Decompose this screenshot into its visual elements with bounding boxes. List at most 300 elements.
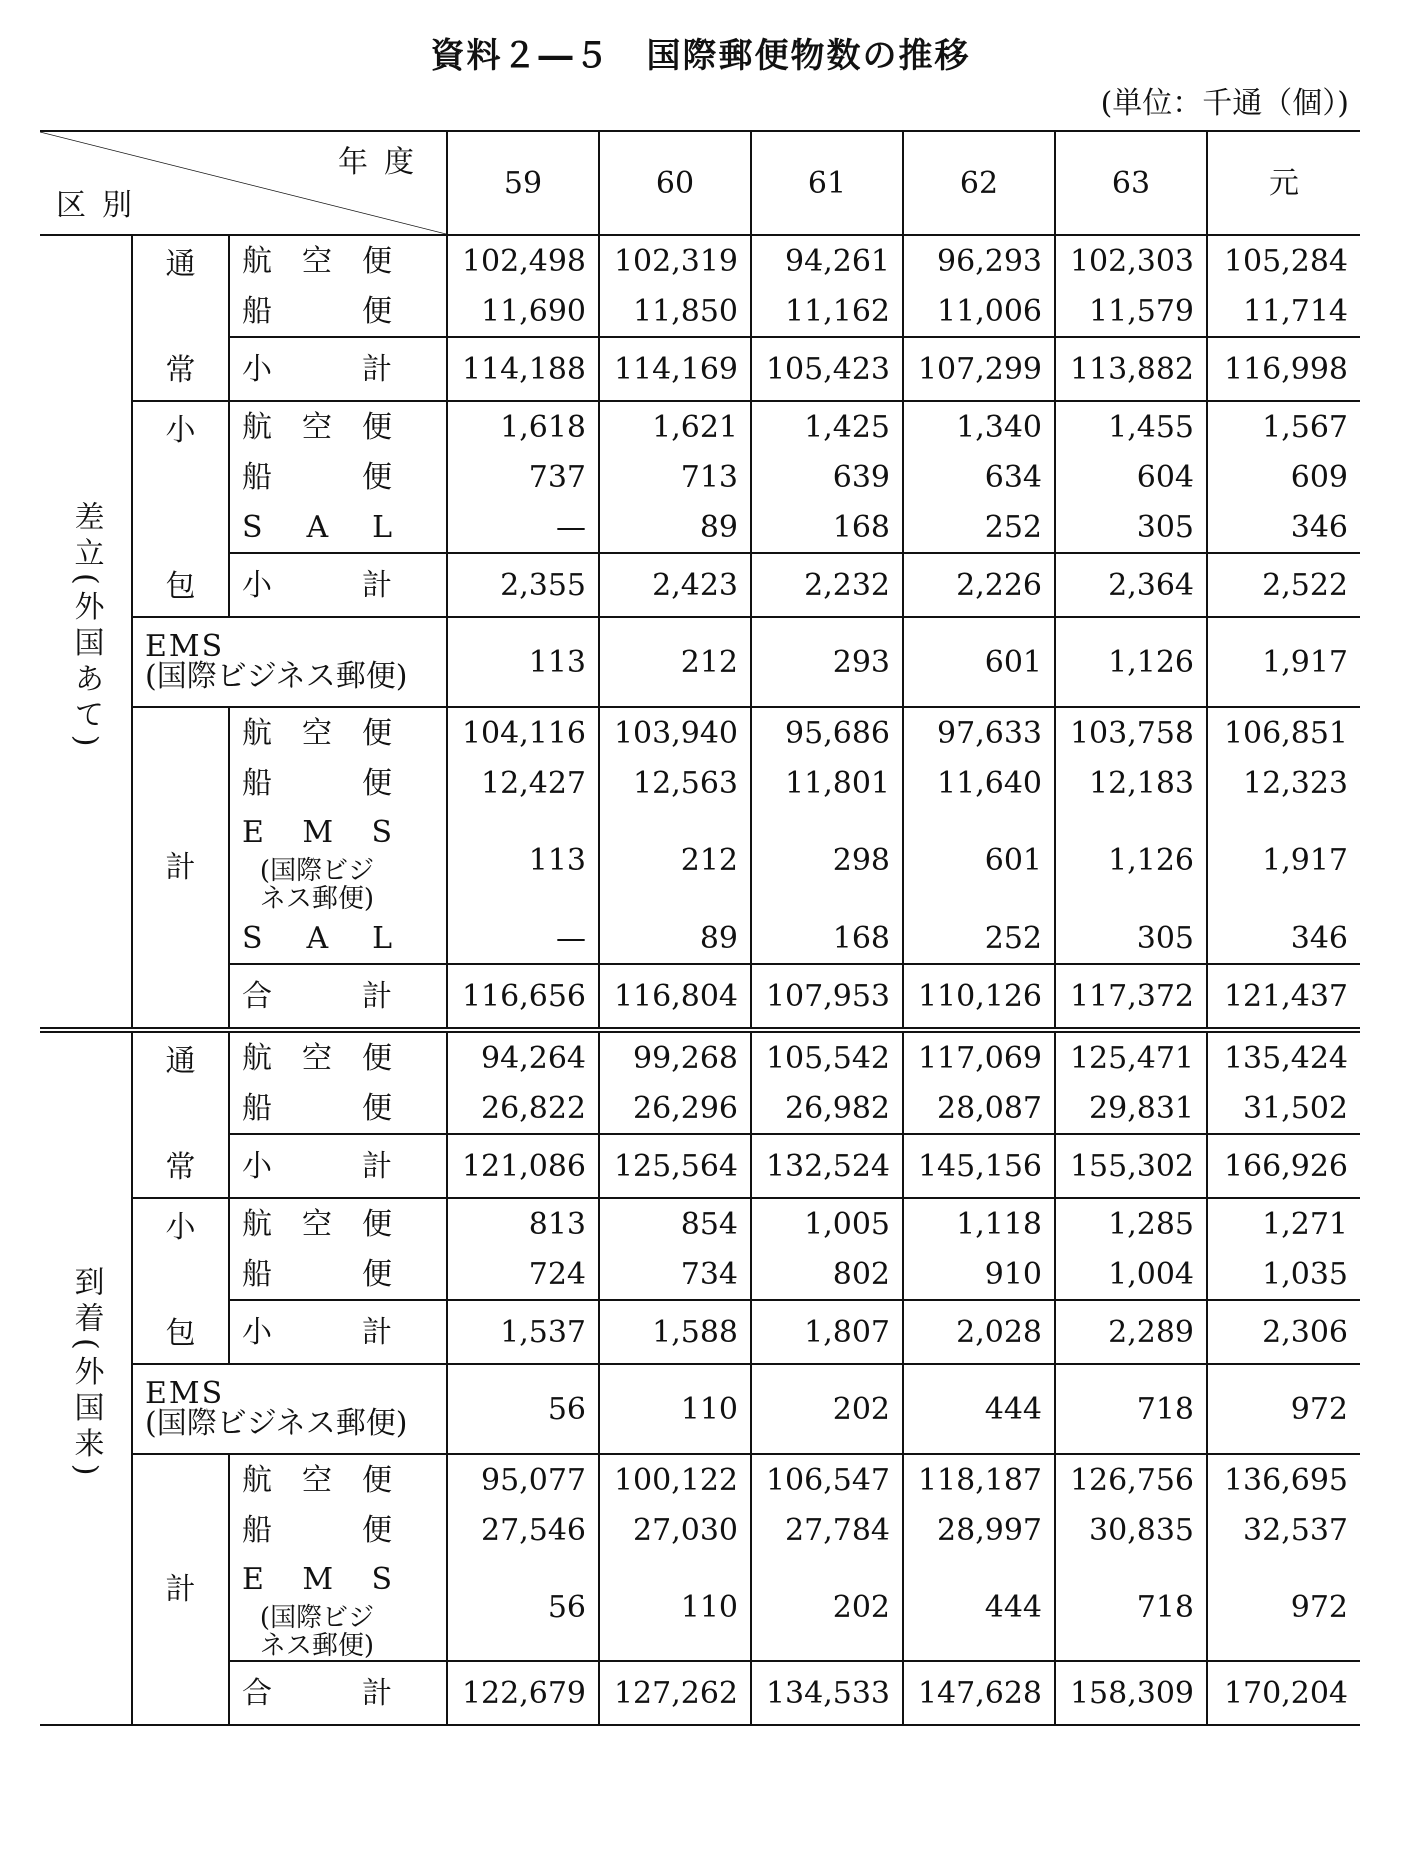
- unit-label: (単位：千通（個）): [1100, 86, 1349, 121]
- label-char: L: [372, 920, 392, 956]
- row-label-subtotal: [242, 1142, 392, 1191]
- cell-value: 252: [903, 913, 1055, 964]
- cell-value: 127,262: [599, 1661, 751, 1725]
- cell-value: 96,293: [903, 235, 1055, 286]
- table-row: [40, 758, 1360, 808]
- cell-value: 26,822: [447, 1083, 599, 1134]
- page-title: 資料２―５ 国際郵便物数の推移: [430, 36, 971, 76]
- row-label-sea: [242, 759, 392, 808]
- cell-value: 1,618: [447, 401, 599, 452]
- ems-row-label: [132, 617, 447, 707]
- ems-row-label: [132, 1364, 447, 1454]
- cell-value: 95,686: [751, 707, 903, 758]
- label-char: 空: [302, 715, 332, 751]
- cell-value: 125,471: [1055, 1030, 1207, 1083]
- cell-value: 30,835: [1055, 1505, 1207, 1555]
- year-header: 61: [751, 131, 903, 235]
- cell-value: 910: [903, 1249, 1055, 1300]
- label-char: 航: [242, 1040, 272, 1076]
- label-char: S: [242, 509, 263, 545]
- cell-value: 97,633: [903, 707, 1055, 758]
- row-label-total: [242, 972, 392, 1021]
- cell-value: 102,319: [599, 235, 751, 286]
- label-char: M: [302, 1562, 334, 1597]
- group-inbound: [40, 1030, 132, 1725]
- cell-value: 2,028: [903, 1300, 1055, 1364]
- mail-volume-table: [40, 130, 1360, 1726]
- row-label-cell: [229, 1249, 447, 1300]
- label-char: 便: [362, 1256, 392, 1292]
- year-header: 59: [447, 131, 599, 235]
- table-row: [40, 1030, 1360, 1083]
- table-row: [40, 913, 1360, 964]
- subgroup-kozutsumi: [132, 401, 229, 617]
- cell-value: 2,364: [1055, 553, 1207, 617]
- cell-value: 114,169: [599, 337, 751, 401]
- cell-value: 145,156: [903, 1134, 1055, 1198]
- year-header: 60: [599, 131, 751, 235]
- row-label-subtotal: [242, 561, 392, 610]
- table-row: [40, 401, 1360, 452]
- cell-value: 212: [599, 617, 751, 707]
- label-char: 航: [242, 409, 272, 445]
- label-char: 便: [362, 1512, 392, 1548]
- ems-sub1: (国際ビジ: [259, 856, 375, 886]
- label-char: 便: [362, 1040, 392, 1076]
- row-label-cell: [229, 1198, 447, 1249]
- label-char: 便: [362, 459, 392, 495]
- cell-value: 106,851: [1207, 707, 1360, 758]
- label-char: 空: [302, 1040, 332, 1076]
- table-row: [40, 1364, 1360, 1454]
- cell-value: 1,004: [1055, 1249, 1207, 1300]
- sub-char: 小: [165, 1210, 196, 1245]
- label-char: 航: [242, 1462, 272, 1498]
- label-char: 船: [242, 1090, 272, 1126]
- row-label-sea: [242, 1250, 392, 1299]
- label-char: A: [306, 920, 329, 956]
- label-char: 計: [362, 1314, 392, 1350]
- cell-value: 1,340: [903, 401, 1055, 452]
- cell-value: 1,425: [751, 401, 903, 452]
- ems-sub: (国際ビジネス郵便): [145, 1406, 408, 1441]
- ems-sub1: (国際ビジ: [259, 1603, 375, 1633]
- table-row: [40, 1134, 1360, 1198]
- year-header: 元: [1207, 131, 1360, 235]
- table-row: [40, 1555, 1360, 1661]
- cell-value: 854: [599, 1198, 751, 1249]
- cell-value: 102,303: [1055, 235, 1207, 286]
- label-char: A: [306, 509, 329, 545]
- cell-value: 136,695: [1207, 1454, 1360, 1505]
- row-label-subtotal: [242, 345, 392, 394]
- cell-value: 107,299: [903, 337, 1055, 401]
- sub-char: 常: [165, 1150, 196, 1185]
- cell-value: 1,126: [1055, 617, 1207, 707]
- subgroup-tsujo: [132, 235, 229, 401]
- table-row: [40, 337, 1360, 401]
- label-char: S: [242, 920, 263, 956]
- cell-value: 1,807: [751, 1300, 903, 1364]
- ems-sub: (国際ビジネス郵便): [145, 659, 408, 694]
- cell-value: 12,427: [447, 758, 599, 808]
- cell-value: 601: [903, 808, 1055, 913]
- label-char: S: [371, 1562, 392, 1597]
- cell-value: 202: [751, 1555, 903, 1661]
- row-label-sal: [242, 914, 392, 963]
- label-char: 小: [242, 567, 272, 603]
- cell-value: 105,542: [751, 1030, 903, 1083]
- row-label-cell: [229, 1083, 447, 1134]
- cell-value: 134,533: [751, 1661, 903, 1725]
- cell-value: 168: [751, 913, 903, 964]
- label-char: 船: [242, 1256, 272, 1292]
- table-row: [40, 1198, 1360, 1249]
- cell-value: 99,268: [599, 1030, 751, 1083]
- cell-value: 2,289: [1055, 1300, 1207, 1364]
- cell-value: 110,126: [903, 964, 1055, 1030]
- row-label-sea: [242, 1084, 392, 1133]
- cell-value: 305: [1055, 502, 1207, 553]
- cell-value: 117,069: [903, 1030, 1055, 1083]
- label-char: 空: [302, 243, 332, 279]
- cell-value: 12,563: [599, 758, 751, 808]
- cell-value: 105,423: [751, 337, 903, 401]
- cell-value: 27,546: [447, 1505, 599, 1555]
- label-char: 合: [242, 978, 272, 1014]
- header-nendo: 年度: [338, 145, 431, 180]
- label-char: 小: [242, 351, 272, 387]
- label-char: 船: [242, 459, 272, 495]
- cell-value: 11,640: [903, 758, 1055, 808]
- table-row: [40, 502, 1360, 553]
- row-label-air: [242, 709, 392, 758]
- cell-value: 89: [599, 913, 751, 964]
- sub-char: 小: [165, 413, 196, 448]
- cell-value: 116,656: [447, 964, 599, 1030]
- cell-value: 110: [599, 1364, 751, 1454]
- cell-value: 125,564: [599, 1134, 751, 1198]
- cell-value: 1,271: [1207, 1198, 1360, 1249]
- row-label-air: [242, 1456, 392, 1505]
- label-char: 船: [242, 1512, 272, 1548]
- cell-value: 94,261: [751, 235, 903, 286]
- row-label-cell: [229, 286, 447, 337]
- cell-value: 106,547: [751, 1454, 903, 1505]
- sub-char: 通: [165, 247, 196, 282]
- cell-value: 12,323: [1207, 758, 1360, 808]
- row-label-cell: [229, 337, 447, 401]
- table-row: [40, 1661, 1360, 1725]
- cell-value: 2,306: [1207, 1300, 1360, 1364]
- table-row: [40, 235, 1360, 286]
- table-row: [40, 617, 1360, 707]
- cell-value: 113: [447, 808, 599, 913]
- cell-value: 604: [1055, 452, 1207, 502]
- subgroup-tsujo: [132, 1030, 229, 1198]
- cell-value: 737: [447, 452, 599, 502]
- sub-char: 通: [165, 1044, 196, 1079]
- header-corner: [40, 131, 447, 235]
- label-char: 便: [362, 1090, 392, 1126]
- cell-value: 170,204: [1207, 1661, 1360, 1725]
- table-row: [40, 1249, 1360, 1300]
- group-label: 到着(外国来): [68, 1266, 104, 1482]
- cell-value: 634: [903, 452, 1055, 502]
- cell-value: 212: [599, 808, 751, 913]
- cell-value: 27,784: [751, 1505, 903, 1555]
- year-header: 63: [1055, 131, 1207, 235]
- label-char: 計: [362, 351, 392, 387]
- row-label-sea: [242, 287, 392, 336]
- cell-value: 1,621: [599, 401, 751, 452]
- label-char: E: [242, 815, 264, 850]
- cell-value: 802: [751, 1249, 903, 1300]
- row-label-cell: [229, 502, 447, 553]
- cell-value: 168: [751, 502, 903, 553]
- year-header: 62: [903, 131, 1055, 235]
- label-char: 空: [302, 1462, 332, 1498]
- label-char: 計: [362, 978, 392, 1014]
- cell-value: 12,183: [1055, 758, 1207, 808]
- cell-value: 104,116: [447, 707, 599, 758]
- cell-value: 116,998: [1207, 337, 1360, 401]
- cell-value: 110: [599, 1555, 751, 1661]
- subgroup-kei: [132, 707, 229, 1030]
- cell-value: 103,940: [599, 707, 751, 758]
- row-label-cell: [229, 1134, 447, 1198]
- label-char: 船: [242, 293, 272, 329]
- subgroup-kei: [132, 1454, 229, 1725]
- row-label-air: [242, 237, 392, 286]
- cell-value: 1,126: [1055, 808, 1207, 913]
- cell-value: 32,537: [1207, 1505, 1360, 1555]
- label-char: 計: [362, 1148, 392, 1184]
- cell-value: 118,187: [903, 1454, 1055, 1505]
- sub-char: 常: [165, 353, 196, 388]
- header-row: [40, 131, 1360, 235]
- cell-value: 1,118: [903, 1198, 1055, 1249]
- label-char: 小: [242, 1148, 272, 1184]
- cell-value: 346: [1207, 502, 1360, 553]
- row-label-air: [242, 1200, 392, 1249]
- cell-value: 113: [447, 617, 599, 707]
- cell-value: 813: [447, 1198, 599, 1249]
- cell-value: 28,997: [903, 1505, 1055, 1555]
- table-row: [40, 1454, 1360, 1505]
- ems-label: [242, 808, 392, 913]
- ems-head: EMS: [145, 1376, 225, 1411]
- cell-value: 1,537: [447, 1300, 599, 1364]
- cell-value: 103,758: [1055, 707, 1207, 758]
- row-label-sea: [242, 1506, 392, 1555]
- sub-char: 包: [165, 569, 196, 604]
- group-outbound: [40, 235, 132, 1030]
- cell-value: 1,917: [1207, 617, 1360, 707]
- cell-value: 1,567: [1207, 401, 1360, 452]
- cell-value: 609: [1207, 452, 1360, 502]
- sub-char: 計: [165, 1571, 196, 1607]
- cell-value: 158,309: [1055, 1661, 1207, 1725]
- cell-value: 105,284: [1207, 235, 1360, 286]
- row-label-total: [242, 1669, 392, 1718]
- cell-value: 56: [447, 1555, 599, 1661]
- cell-value: 135,424: [1207, 1030, 1360, 1083]
- cell-value: —: [447, 502, 599, 553]
- cell-value: 1,285: [1055, 1198, 1207, 1249]
- label-char: 航: [242, 715, 272, 751]
- cell-value: 126,756: [1055, 1454, 1207, 1505]
- cell-value: 2,423: [599, 553, 751, 617]
- sub-char: 包: [165, 1316, 196, 1351]
- row-label-cell: [229, 1555, 447, 1661]
- row-label-air: [242, 1034, 392, 1083]
- cell-value: 11,690: [447, 286, 599, 337]
- cell-value: 121,086: [447, 1134, 599, 1198]
- cell-value: 11,006: [903, 286, 1055, 337]
- cell-value: 147,628: [903, 1661, 1055, 1725]
- row-label-cell: [229, 1030, 447, 1083]
- label-char: 便: [362, 765, 392, 801]
- cell-value: 117,372: [1055, 964, 1207, 1030]
- row-label-cell: [229, 1505, 447, 1555]
- row-label-cell: [229, 913, 447, 964]
- row-label-cell: [229, 808, 447, 913]
- row-label-cell: [229, 553, 447, 617]
- label-char: 便: [362, 409, 392, 445]
- table-row: [40, 1083, 1360, 1134]
- cell-value: 718: [1055, 1364, 1207, 1454]
- cell-value: 11,801: [751, 758, 903, 808]
- label-char: 便: [362, 293, 392, 329]
- ems-head: EMS: [145, 629, 225, 664]
- row-label-cell: [229, 1454, 447, 1505]
- cell-value: 11,162: [751, 286, 903, 337]
- cell-value: 724: [447, 1249, 599, 1300]
- table-row: [40, 707, 1360, 758]
- table-row: [40, 286, 1360, 337]
- cell-value: 972: [1207, 1364, 1360, 1454]
- ems-sub2: ネス郵便): [259, 1631, 375, 1661]
- label-char: 便: [362, 1462, 392, 1498]
- cell-value: 26,296: [599, 1083, 751, 1134]
- cell-value: 29,831: [1055, 1083, 1207, 1134]
- cell-value: 11,850: [599, 286, 751, 337]
- cell-value: 1,005: [751, 1198, 903, 1249]
- label-char: 船: [242, 765, 272, 801]
- label-char: 航: [242, 243, 272, 279]
- cell-value: 116,804: [599, 964, 751, 1030]
- cell-value: 713: [599, 452, 751, 502]
- label-char: 合: [242, 1675, 272, 1711]
- row-label-sal: [242, 503, 392, 552]
- cell-value: 1,035: [1207, 1249, 1360, 1300]
- cell-value: 100,122: [599, 1454, 751, 1505]
- cell-value: 31,502: [1207, 1083, 1360, 1134]
- row-label-air: [242, 403, 392, 452]
- cell-value: 166,926: [1207, 1134, 1360, 1198]
- table-row: [40, 553, 1360, 617]
- label-char: S: [371, 815, 392, 850]
- cell-value: 107,953: [751, 964, 903, 1030]
- row-label-cell: [229, 1300, 447, 1364]
- row-label-cell: [229, 235, 447, 286]
- cell-value: 601: [903, 617, 1055, 707]
- label-char: 空: [302, 409, 332, 445]
- cell-value: 102,498: [447, 235, 599, 286]
- table-row: [40, 1300, 1360, 1364]
- cell-value: 94,264: [447, 1030, 599, 1083]
- cell-value: 305: [1055, 913, 1207, 964]
- cell-value: 734: [599, 1249, 751, 1300]
- row-label-cell: [229, 964, 447, 1030]
- cell-value: 718: [1055, 1555, 1207, 1661]
- table-row: [40, 964, 1360, 1030]
- cell-value: 122,679: [447, 1661, 599, 1725]
- table-row: [40, 1505, 1360, 1555]
- cell-value: 2,355: [447, 553, 599, 617]
- cell-value: 114,188: [447, 337, 599, 401]
- cell-value: 132,524: [751, 1134, 903, 1198]
- cell-value: 155,302: [1055, 1134, 1207, 1198]
- cell-value: 1,455: [1055, 401, 1207, 452]
- ems-sub2: ネス郵便): [259, 884, 375, 914]
- label-char: 便: [362, 243, 392, 279]
- cell-value: —: [447, 913, 599, 964]
- cell-value: 1,588: [599, 1300, 751, 1364]
- label-char: 航: [242, 1206, 272, 1242]
- group-label: 差立(外国あて): [68, 501, 104, 753]
- row-label-cell: [229, 1661, 447, 1725]
- cell-value: 26,982: [751, 1083, 903, 1134]
- row-label-subtotal: [242, 1308, 392, 1357]
- row-label-cell: [229, 452, 447, 502]
- label-char: 空: [302, 1206, 332, 1242]
- cell-value: 121,437: [1207, 964, 1360, 1030]
- cell-value: 444: [903, 1364, 1055, 1454]
- cell-value: 89: [599, 502, 751, 553]
- sub-char: 計: [165, 849, 196, 885]
- label-char: E: [242, 1562, 264, 1597]
- table-row: [40, 808, 1360, 913]
- label-char: 便: [362, 1206, 392, 1242]
- label-char: 計: [362, 1675, 392, 1711]
- cell-value: 298: [751, 808, 903, 913]
- cell-value: 444: [903, 1555, 1055, 1661]
- cell-value: 972: [1207, 1555, 1360, 1661]
- cell-value: 2,226: [903, 553, 1055, 617]
- row-label-sea: [242, 453, 392, 502]
- row-label-cell: [229, 707, 447, 758]
- cell-value: 11,714: [1207, 286, 1360, 337]
- cell-value: 11,579: [1055, 286, 1207, 337]
- label-char: 小: [242, 1314, 272, 1350]
- cell-value: 293: [751, 617, 903, 707]
- row-label-cell: [229, 758, 447, 808]
- label-char: 計: [362, 567, 392, 603]
- cell-value: 346: [1207, 913, 1360, 964]
- ems-label: [242, 1555, 392, 1660]
- label-char: 便: [362, 715, 392, 751]
- cell-value: 202: [751, 1364, 903, 1454]
- cell-value: 95,077: [447, 1454, 599, 1505]
- table-row: [40, 452, 1360, 502]
- header-kubetsu: 区別: [56, 188, 148, 223]
- cell-value: 2,522: [1207, 553, 1360, 617]
- cell-value: 56: [447, 1364, 599, 1454]
- cell-value: 27,030: [599, 1505, 751, 1555]
- label-char: L: [372, 509, 392, 545]
